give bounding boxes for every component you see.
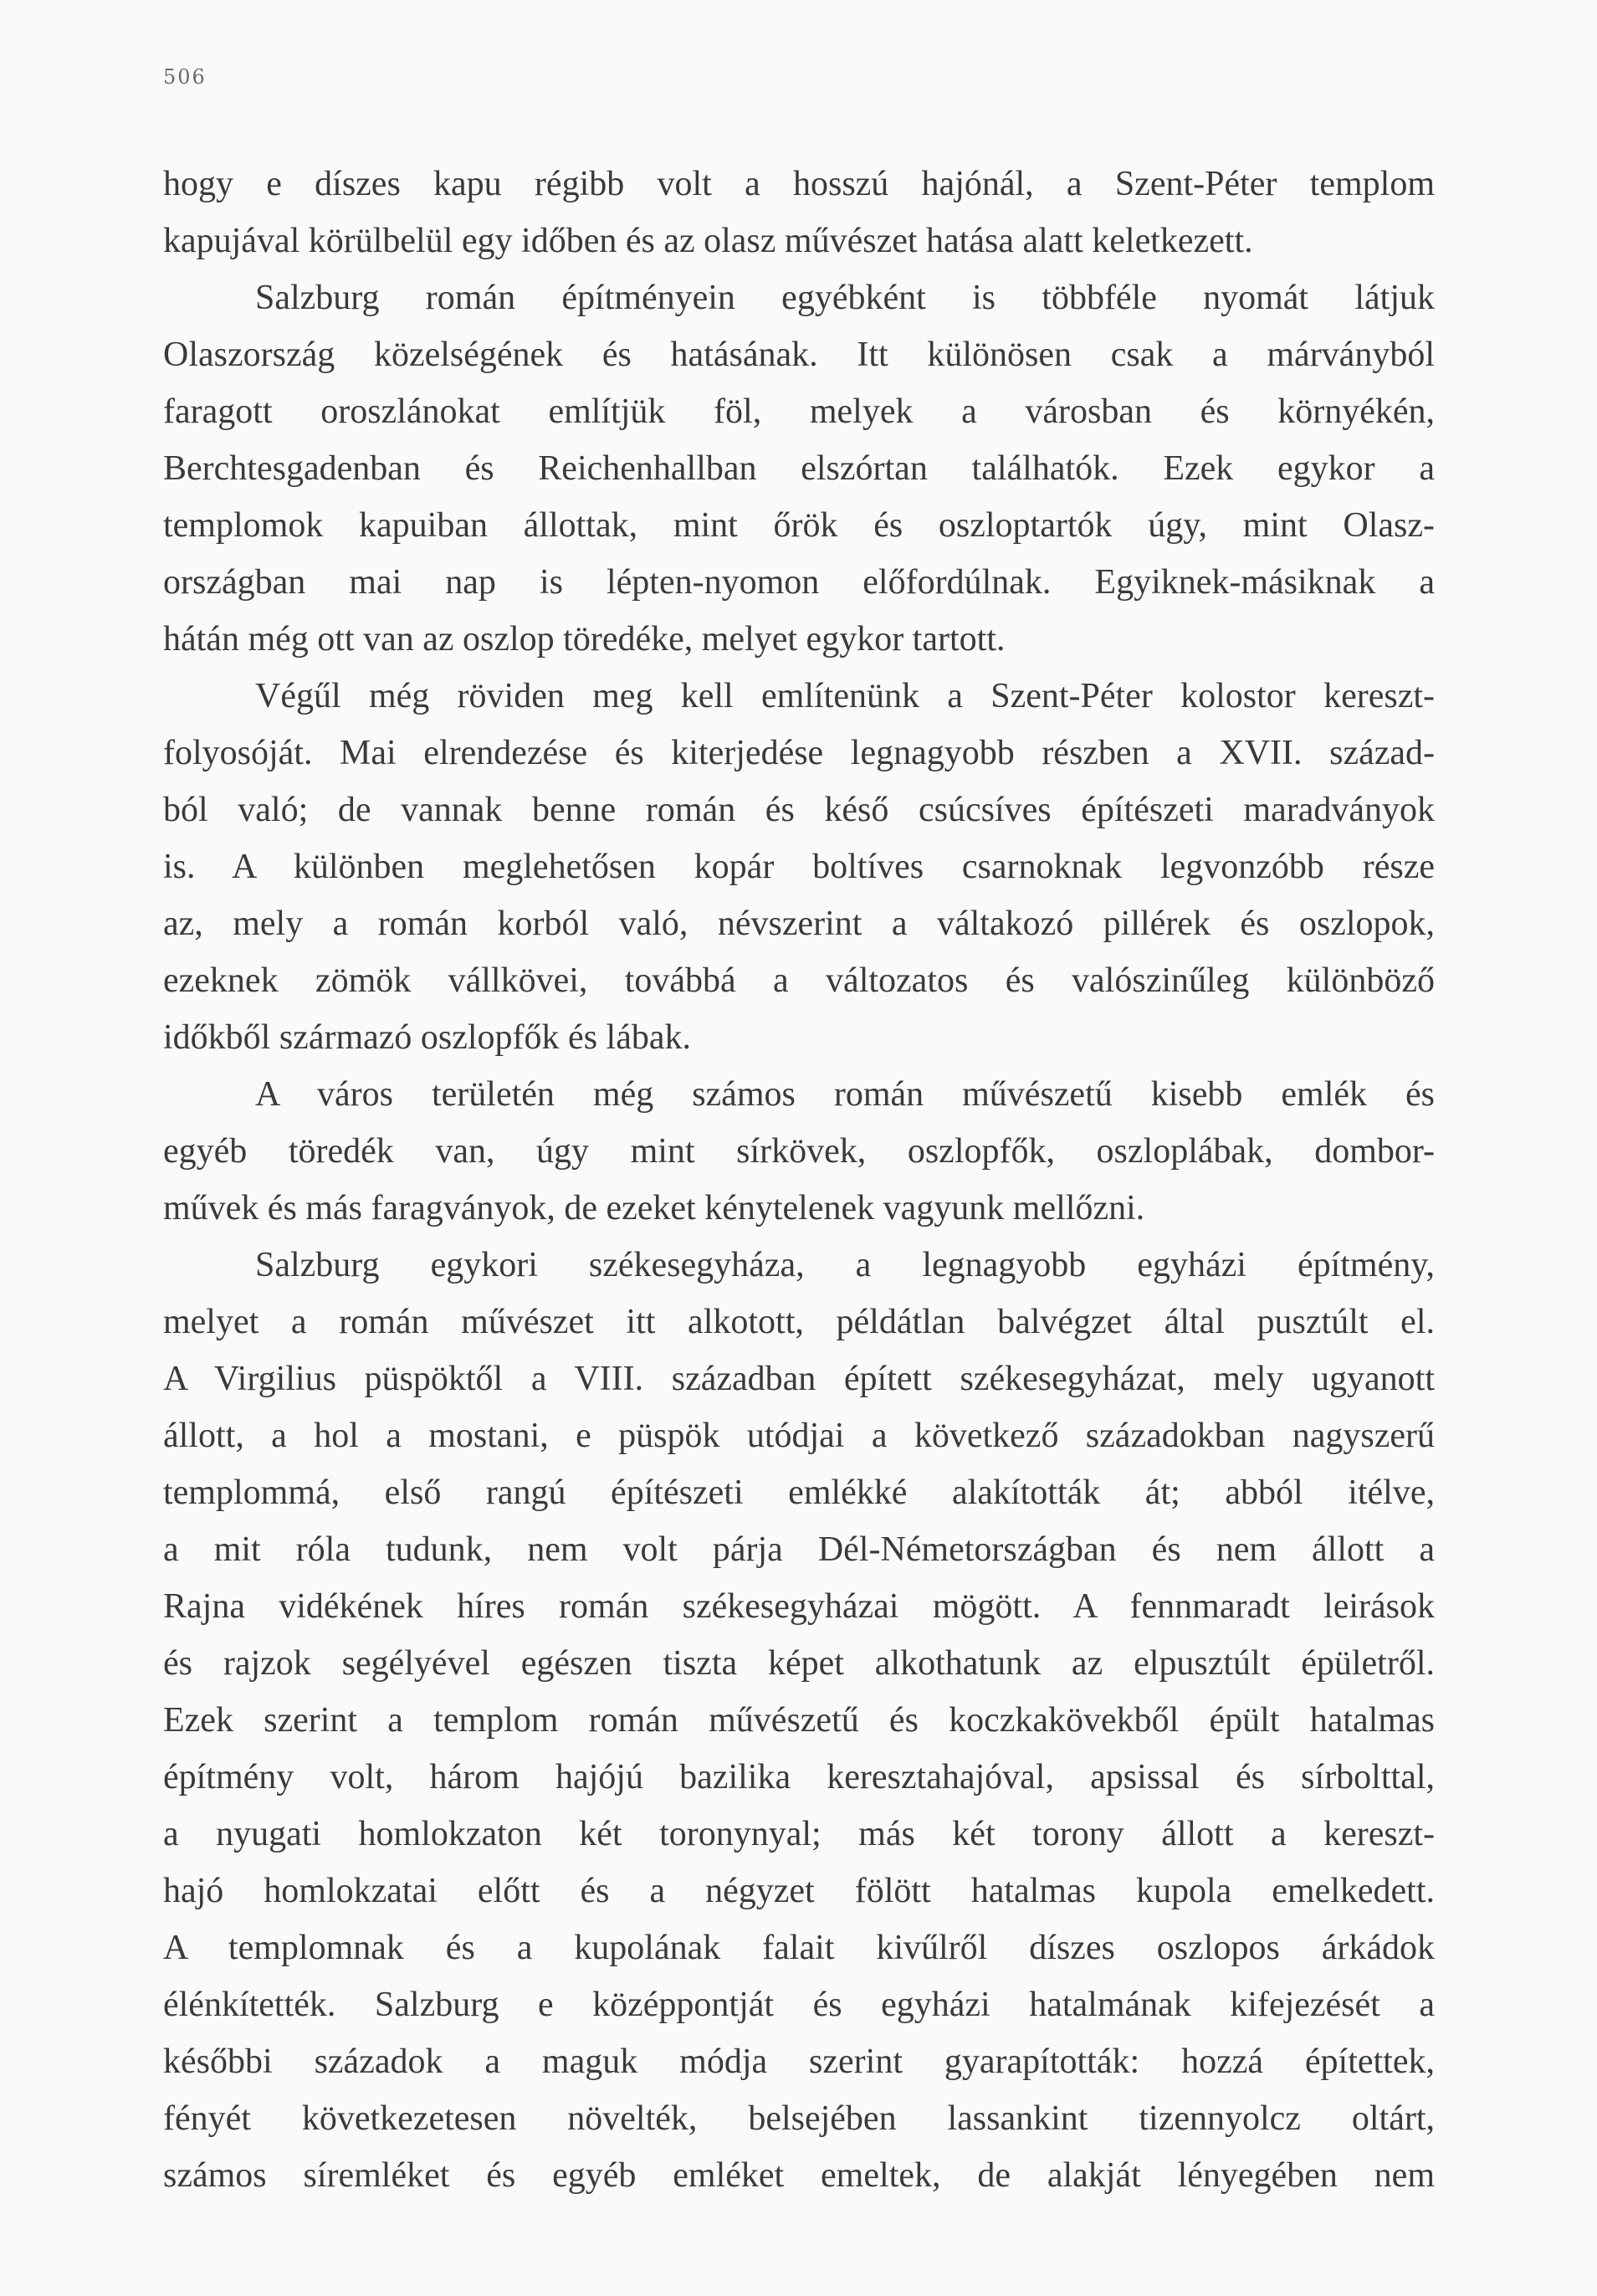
text-line: melyet a román művészet itt alkotott, példátlan balvégzet által pusztúlt el.	[163, 1303, 1435, 1341]
text-line: Salzburg román építményein egyébként is többféle nyomát látjuk	[255, 279, 1435, 317]
text-line: élénkítették. Salzburg e középpontját és egyházi hatalmának kifejezését a	[163, 1986, 1435, 2024]
text-line: folyosóját. Mai elrendezése és kiterjedése legnagyobb részben a XVII. század-	[163, 734, 1435, 772]
text-line: építmény volt, három hajójú bazilika keresztahajóval, apsissal és sírbolttal,	[163, 1758, 1435, 1796]
text-line: állott, a hol a mostani, e püspök utódjai a következő századokban nagyszerű	[163, 1417, 1435, 1455]
text-line: templomok kapuiban állottak, mint őrök és oszloptartók úgy, mint Olasz-	[163, 506, 1435, 545]
text-line: templommá, első rangú építészeti emlékké alakították át; abból itélve,	[163, 1473, 1435, 1512]
text-line: országban mai nap is lépten-nyomon előfordúlnak. Egyiknek-másiknak a	[163, 563, 1435, 602]
text-line: számos síremléket és egyéb emléket emeltek, de alakját lényegében nem	[163, 2156, 1435, 2195]
text-line: Salzburg egykori székesegyháza, a legnagyobb egyházi építmény,	[255, 1246, 1435, 1284]
text-line: ból való; de vannak benne román és késő csúcsíves építészeti maradványok	[163, 791, 1435, 829]
text-line: faragott oroszlánokat említjük föl, melyek a városban és környékén,	[163, 392, 1435, 431]
text-line: kapujával körülbelül egy időben és az olasz művészet hatása alatt keletkezett.	[163, 222, 1253, 260]
text-line: Végűl még röviden meg kell említenünk a Szent-Péter kolostor kereszt-	[255, 677, 1435, 715]
text-line: Ezek szerint a templom román művészetű és koczkakövekből épült hatalmas	[163, 1701, 1435, 1740]
text-line: Rajna vidékének híres román székesegyházai mögött. A fennmaradt leirások	[163, 1587, 1435, 1626]
text-line: Berchtesgadenban és Reichenhallban elszórtan találhatók. Ezek egykor a	[163, 449, 1435, 488]
text-line: hogy e díszes kapu régibb volt a hosszú hajónál, a Szent-Péter templom	[163, 165, 1435, 203]
text-line: hajó homlokzatai előtt és a négyzet fölött hatalmas kupola emelkedett.	[163, 1872, 1435, 1910]
text-line: az, mely a román korból való, névszerint a váltakozó pillérek és oszlopok,	[163, 905, 1435, 943]
text-line: Olaszország közelségének és hatásának. Itt különösen csak a márványból	[163, 336, 1435, 374]
text-line: időkből származó oszlopfők és lábak.	[163, 1018, 691, 1057]
text-line: a nyugati homlokzaton két toronynyal; más két torony állott a kereszt-	[163, 1815, 1435, 1853]
text-line: A templomnak és a kupolának falait kivűlről díszes oszlopos árkádok	[163, 1929, 1435, 1967]
body-text	[163, 156, 1435, 2204]
text-line: művek és más faragványok, de ezeket kénytelenek vagyunk mellőzni.	[163, 1189, 1145, 1227]
text-line: ezeknek zömök vállkövei, továbbá a változatos és valószinűleg különböző	[163, 961, 1435, 1000]
page-number: 506	[163, 65, 207, 89]
text-line: fényét következetesen növelték, belsejében lassankint tizennyolcz oltárt,	[163, 2099, 1435, 2138]
text-line: későbbi századok a maguk módja szerint gyarapították: hozzá építettek,	[163, 2042, 1435, 2081]
text-line: a mit róla tudunk, nem volt párja Dél-Németországban és nem állott a	[163, 1530, 1435, 1569]
text-line: A város területén még számos román művészetű kisebb emlék és	[255, 1075, 1435, 1114]
text-line: egyéb töredék van, úgy mint sírkövek, oszlopfők, oszloplábak, dombor-	[163, 1132, 1435, 1171]
text-line: A Virgilius püspöktől a VIII. században épített székesegyházat, mely ugyanott	[163, 1360, 1435, 1398]
text-line: és rajzok segélyével egészen tiszta képet alkothatunk az elpusztúlt épületről.	[163, 1644, 1435, 1683]
text-line: hátán még ott van az oszlop töredéke, melyet egykor tartott.	[163, 620, 1006, 659]
text-line: is. A különben meglehetősen kopár boltíves csarnoknak legvonzóbb része	[163, 848, 1435, 886]
